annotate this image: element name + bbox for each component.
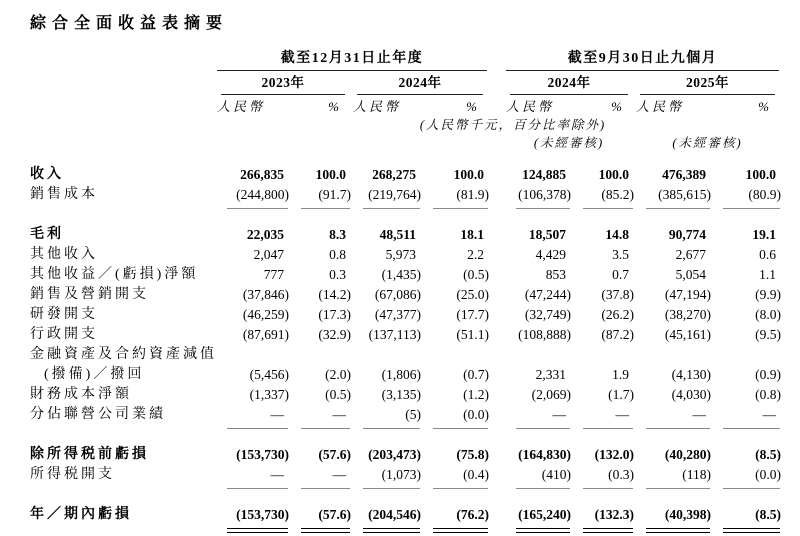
- period-group-label-annual: 截至12月31日止年度: [217, 47, 487, 71]
- cell-value: (1.7): [608, 387, 634, 402]
- cell-value: (0.5): [463, 267, 489, 282]
- row-label: 其他收益／(虧損)淨額: [30, 267, 199, 282]
- cell-value: 1.9: [612, 367, 629, 382]
- cell-value: (40,280): [664, 447, 711, 462]
- table-row: [30, 183, 781, 203]
- cell-value: —: [270, 467, 284, 482]
- cell-value: (47,244): [524, 287, 571, 302]
- cell-value: (410): [541, 467, 571, 482]
- table-row: [30, 343, 781, 363]
- cell-value: (40,398): [664, 507, 711, 522]
- cell-value: (17.7): [456, 307, 489, 322]
- cell-value: (2.0): [325, 367, 351, 382]
- percent-header: %: [328, 99, 339, 114]
- percent-header: %: [611, 99, 622, 114]
- cell-value: 268,275: [372, 167, 416, 182]
- cell-value: (0.0): [755, 467, 781, 482]
- row-label: 金融資產及合約資產減值: [30, 347, 217, 362]
- cell-value: (118): [682, 467, 711, 482]
- cell-value: (4,130): [671, 367, 711, 382]
- table-header: [30, 47, 781, 151]
- cell-value: 2.2: [467, 247, 484, 262]
- cell-value: [571, 343, 634, 363]
- cell-value: (67,086): [374, 287, 421, 302]
- percent-header: %: [466, 99, 477, 114]
- cell-value: (1,337): [249, 387, 289, 402]
- cell-value: (164,830): [518, 447, 571, 462]
- row-label: 所得税開支: [30, 467, 115, 482]
- cell-value: (85.2): [601, 187, 634, 202]
- cell-value: (51.1): [456, 327, 489, 342]
- single-rule-row: [30, 483, 781, 493]
- table-row: [30, 243, 781, 263]
- cell-value: (0.3): [608, 467, 634, 482]
- cell-value: 48,511: [379, 227, 416, 242]
- spacer-row: [30, 493, 781, 503]
- cell-value: (2,069): [531, 387, 571, 402]
- table-row: [30, 323, 781, 343]
- cell-value: (75.8): [456, 447, 489, 462]
- cell-value: (132.3): [594, 507, 634, 522]
- cell-value: 100.0: [315, 167, 346, 182]
- row-label: 行政開支: [30, 327, 98, 342]
- currency-header: 人民幣: [636, 99, 685, 114]
- cell-value: 5,973: [385, 247, 416, 262]
- cell-value: (153,730): [236, 447, 289, 462]
- currency-header: 人民幣: [353, 99, 402, 114]
- cell-value: 100.0: [745, 167, 776, 182]
- cell-value: [504, 343, 571, 363]
- cell-value: —: [762, 407, 776, 422]
- unaudited-note: (未經審核): [533, 136, 605, 150]
- row-label: 除所得税前虧損: [30, 447, 149, 462]
- row-label: 年／期內虧損: [30, 507, 132, 522]
- cell-value: 18,507: [528, 227, 566, 242]
- cell-value: (0.5): [325, 387, 351, 402]
- row-label: 收入: [30, 167, 64, 182]
- cell-value: 90,774: [668, 227, 706, 242]
- cell-value: (9.9): [755, 287, 781, 302]
- period-group-row: [30, 47, 781, 71]
- cell-value: (57.6): [318, 447, 351, 462]
- year-label-2024: 2024年: [357, 71, 483, 95]
- cell-value: 0.3: [329, 267, 346, 282]
- unaudited-note: (未經審核): [672, 136, 743, 150]
- cell-value: 1.1: [759, 267, 776, 282]
- cell-value: (25.0): [456, 287, 489, 302]
- row-label: 其他收入: [30, 247, 98, 262]
- spacer-row: [30, 151, 781, 163]
- row-label: 銷售及營銷開支: [30, 287, 149, 302]
- unaudited-note-row: [30, 133, 781, 151]
- cell-value: (165,240): [518, 507, 571, 522]
- table-row: [30, 303, 781, 323]
- cell-value: 19.1: [752, 227, 776, 242]
- cell-value: [711, 343, 781, 363]
- table-row: [30, 383, 781, 403]
- cell-value: (8.5): [755, 507, 781, 522]
- cell-value: (106,378): [518, 187, 571, 202]
- cell-value: [351, 343, 421, 363]
- row-label: 毛利: [30, 227, 64, 242]
- cell-value: (1,073): [381, 467, 421, 482]
- cell-value: (32,749): [524, 307, 571, 322]
- cell-value: —: [332, 407, 346, 422]
- cell-value: 4,429: [535, 247, 566, 262]
- cell-value: (81.9): [456, 187, 489, 202]
- row-label: 財務成本淨額: [30, 387, 132, 402]
- cell-value: (17.3): [318, 307, 351, 322]
- cell-value: (37,846): [242, 287, 289, 302]
- table-row: [30, 463, 781, 483]
- cell-value: 22,035: [246, 227, 284, 242]
- currency-header: 人民幣: [506, 99, 555, 114]
- cell-value: (14.2): [318, 287, 351, 302]
- cell-value: (46,259): [242, 307, 289, 322]
- year-label-2024-9m: 2024年: [510, 71, 628, 95]
- cell-value: —: [615, 407, 629, 422]
- cell-value: (153,730): [236, 507, 289, 522]
- row-label: 研發開支: [30, 307, 98, 322]
- cell-value: (203,473): [368, 447, 421, 462]
- single-rule-row: [30, 203, 781, 213]
- cell-value: (37.8): [601, 287, 634, 302]
- double-rule-row: [30, 523, 781, 536]
- cell-value: (5): [405, 407, 421, 422]
- cell-value: (1,435): [381, 267, 421, 282]
- cell-value: (5,456): [249, 367, 289, 382]
- table-row: [30, 403, 781, 423]
- year-label-2025: 2025年: [640, 71, 775, 95]
- cell-value: (137,113): [368, 327, 421, 342]
- table-row: [30, 283, 781, 303]
- unit-note: (人民幣千元，百分比率除外): [419, 118, 607, 132]
- cell-value: (4,030): [671, 387, 711, 402]
- cell-value: (87,691): [242, 327, 289, 342]
- cell-value: —: [552, 407, 566, 422]
- cell-value: (9.5): [755, 327, 781, 342]
- cell-value: 100.0: [598, 167, 629, 182]
- cell-value: (26.2): [601, 307, 634, 322]
- cell-value: (47,377): [374, 307, 421, 322]
- cell-value: 853: [545, 267, 566, 282]
- cell-value: (1,806): [381, 367, 421, 382]
- cell-value: [215, 343, 289, 363]
- cell-value: —: [692, 407, 706, 422]
- row-label: 分佔聯營公司業績: [30, 407, 166, 422]
- cell-value: 266,835: [240, 167, 284, 182]
- cell-value: 0.6: [759, 247, 776, 262]
- income-statement-table: [30, 47, 781, 536]
- cell-value: (87.2): [601, 327, 634, 342]
- table-row: [30, 443, 781, 463]
- cell-value: (45,161): [664, 327, 711, 342]
- cell-value: 2,331: [535, 367, 566, 382]
- cell-value: 2,047: [253, 247, 284, 262]
- cell-value: (91.7): [318, 187, 351, 202]
- cell-value: (80.9): [748, 187, 781, 202]
- cell-value: (0.9): [755, 367, 781, 382]
- currency-header: 人民幣: [217, 99, 266, 114]
- cell-value: (32.9): [318, 327, 351, 342]
- cell-value: (76.2): [456, 507, 489, 522]
- cell-value: (8.0): [755, 307, 781, 322]
- cell-value: 124,885: [522, 167, 566, 182]
- cell-value: (0.8): [755, 387, 781, 402]
- cell-value: 8.3: [329, 227, 346, 242]
- cell-value: 0.8: [329, 247, 346, 262]
- table-row: [30, 503, 781, 523]
- cell-value: 2,677: [675, 247, 706, 262]
- table-row: [30, 363, 781, 383]
- row-label: 銷售成本: [30, 187, 98, 202]
- cell-value: (0.0): [463, 407, 489, 422]
- cell-value: 777: [263, 267, 284, 282]
- cell-value: (0.7): [463, 367, 489, 382]
- cell-value: (57.6): [318, 507, 351, 522]
- cell-value: (1.2): [463, 387, 489, 402]
- cell-value: —: [332, 467, 346, 482]
- table-row: [30, 223, 781, 243]
- cell-value: (244,800): [236, 187, 289, 202]
- cell-value: (8.5): [755, 447, 781, 462]
- spacer-row: [30, 433, 781, 443]
- year-header-row: [30, 71, 781, 95]
- cell-value: —: [270, 407, 284, 422]
- cell-value: [634, 343, 711, 363]
- cell-value: (385,615): [658, 187, 711, 202]
- cell-value: 5,054: [675, 267, 706, 282]
- percent-header: %: [758, 99, 769, 114]
- cell-value: (108,888): [518, 327, 571, 342]
- table-row: [30, 163, 781, 183]
- table-row: [30, 263, 781, 283]
- row-label: (撥備)／撥回: [44, 367, 145, 382]
- cell-value: 18.1: [460, 227, 484, 242]
- cell-value: (0.4): [463, 467, 489, 482]
- cell-value: (47,194): [664, 287, 711, 302]
- table-body: [30, 151, 781, 536]
- single-rule-row: [30, 423, 781, 433]
- page-title: 綜合全面收益表摘要: [30, 15, 229, 32]
- cell-value: (204,546): [368, 507, 421, 522]
- year-label-2023: 2023年: [221, 71, 345, 95]
- period-group-label-nine-months: 截至9月30日止九個月: [506, 47, 779, 71]
- unit-header-row: [30, 95, 781, 115]
- cell-value: 3.5: [612, 247, 629, 262]
- cell-value: [421, 343, 489, 363]
- cell-value: 100.0: [453, 167, 484, 182]
- cell-value: 0.7: [612, 267, 629, 282]
- cell-value: (219,764): [368, 187, 421, 202]
- cell-value: (3,135): [381, 387, 421, 402]
- cell-value: (132.0): [594, 447, 634, 462]
- cell-value: 476,389: [662, 167, 706, 182]
- cell-value: (38,270): [664, 307, 711, 322]
- cell-value: 14.8: [605, 227, 629, 242]
- unit-note-row: [30, 115, 781, 133]
- cell-value: [289, 343, 351, 363]
- spacer-row: [30, 213, 781, 223]
